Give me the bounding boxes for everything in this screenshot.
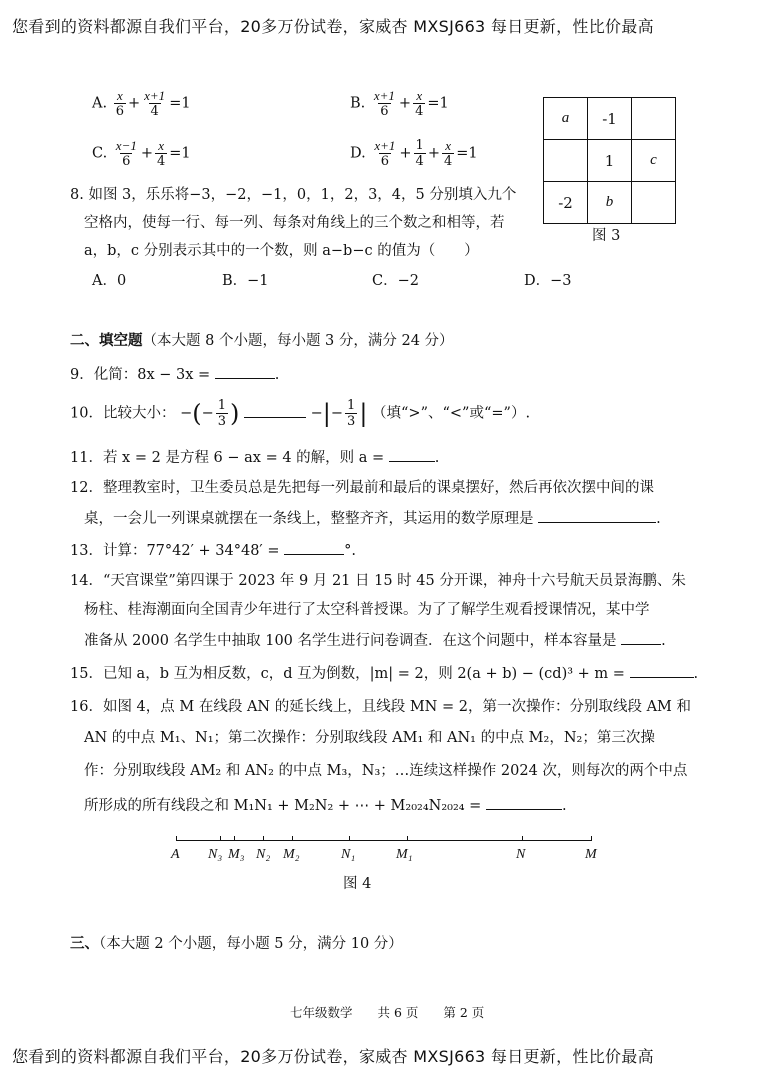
grid-cell <box>632 98 676 140</box>
top-banner: 您看到的资料都源自我们平台，20多万份试卷，家威杏 MXSJ663 每日更新，性比价最高 <box>12 17 654 36</box>
q8-line3: a，b，c 分别表示其中的一个数，则 a−b−c 的值为（ ） <box>84 243 479 259</box>
grid-cell: b <box>588 182 632 224</box>
section2-heading: 二、填空题（本大题 8 个小题，每小题 3 分，满分 24 分） <box>70 332 454 349</box>
q9: 9．化简：8x − 3x = . <box>70 363 279 385</box>
q14-line1: 14．“天宫课堂”第四课于 2023 年 9 月 21 日 15 时 45 分开课，神舟十六号航天员景海鹏、朱 <box>70 573 686 589</box>
point-label-n1: N₁ <box>341 847 356 862</box>
answer-blank[interactable] <box>538 507 656 523</box>
tick-mark <box>591 836 592 841</box>
point-label-n3: N₃ <box>208 847 223 862</box>
q8-option-c: C．−2 <box>372 273 419 289</box>
point-label-m1: M₁ <box>396 847 413 862</box>
tick-mark <box>349 836 350 841</box>
tick-mark <box>263 836 264 841</box>
point-label-n: N <box>516 847 526 862</box>
q8-option-d: D．−3 <box>524 273 572 289</box>
page-footer: 七年级数学 共 6 页 第 2 页 <box>290 1005 485 1020</box>
answer-blank[interactable] <box>215 363 275 379</box>
q8-line1: 8. 如图 3，乐乐将−3，−2，−1，0，1，2，3，4，5 分别填入九个 <box>70 187 517 203</box>
tick-mark <box>522 836 523 841</box>
q7-option-c: C. $\frac{x-1}{6}$ + $\frac{x}{4}$ =1 <box>92 138 191 169</box>
answer-blank[interactable] <box>621 629 661 645</box>
q8-option-a: A．0 <box>92 273 127 289</box>
figure3-caption: 图 3 <box>592 228 621 244</box>
tick-mark <box>234 836 235 841</box>
figure4-caption: 图 4 <box>343 876 372 892</box>
point-label-m3: M₃ <box>228 847 245 862</box>
q13: 13．计算：77°42′ + 34°48′ = °. <box>70 539 356 561</box>
grid-cell: -2 <box>544 182 588 224</box>
q7-option-d: D. $\frac{x+1}{6}$ + $\frac{1}{4}$ + $\frac{x}{4}$ =1 <box>350 138 478 169</box>
q16-line1: 16．如图 4，点 M 在线段 AN 的延长线上，且线段 MN = 2，第一次操作：分别取线段 AM 和 <box>70 699 691 715</box>
q14-line3: 准备从 2000 名学生中抽取 100 名学生进行问卷调查．在这个问题中，样本容量是 . <box>84 629 666 651</box>
q16-line2: AN 的中点 M₁、N₁；第二次操作：分别取线段 AM₁ 和 AN₁ 的中点 M₂，N₂；第三次操 <box>84 730 655 746</box>
answer-blank[interactable] <box>389 446 435 462</box>
grid-cell <box>632 182 676 224</box>
q12-line1: 12．整理教室时，卫生委员总是先把每一列最前和最后的课桌摆好，然后再依次摆中间的课 <box>70 480 654 496</box>
tick-mark <box>176 836 177 841</box>
grid-cell: c <box>632 140 676 182</box>
q15: 15．已知 a，b 互为相反数，c，d 互为倒数，|m| = 2，则 2(a + b) − (cd)³ + m = . <box>70 662 698 684</box>
grid-cell <box>544 140 588 182</box>
grid-cell: 1 <box>588 140 632 182</box>
q10: 10．比较大小： −(− $\frac{1}{3}$ ) −|− $\frac{1}{3}$ | （填“>”、“<”或“=”）. <box>70 398 531 429</box>
q11: 11．若 x = 2 是方程 6 − ax = 4 的解，则 a = . <box>70 446 439 468</box>
answer-blank[interactable] <box>486 794 562 810</box>
grid-cell: a <box>544 98 588 140</box>
q8-line2: 空格内，使每一行、每一列、每条对角线上的三个数之和相等，若 <box>84 215 505 231</box>
answer-blank[interactable] <box>630 662 694 678</box>
q12-line2: 桌，一会儿一列课桌就摆在一条线上，整整齐齐，其运用的数学原理是 . <box>84 507 661 529</box>
tick-mark <box>292 836 293 841</box>
q7-option-a: A. $\frac{x}{6}$ + $\frac{x+1}{4}$ =1 <box>92 88 191 119</box>
point-label-a: A <box>171 847 180 862</box>
q7-option-b: B. $\frac{x+1}{6}$ + $\frac{x}{4}$ =1 <box>350 88 449 119</box>
q8-option-b: B．−1 <box>222 273 269 289</box>
q16-line4: 所形成的所有线段之和 M₁N₁ + M₂N₂ + ⋯ + M₂₀₂₄N₂₀₂₄ = . <box>84 794 567 816</box>
bottom-banner: 您看到的资料都源自我们平台，20多万份试卷，家威杏 MXSJ663 每日更新，性比价最高 <box>12 1047 654 1066</box>
grid-cell: -1 <box>588 98 632 140</box>
q14-line2: 杨柱、桂海潮面向全国青少年进行了太空科普授课。为了了解学生观看授课情况，某中学 <box>84 602 650 618</box>
section3-heading: 三、（本大题 2 个小题，每小题 5 分，满分 10 分） <box>70 935 403 952</box>
figure3-grid <box>543 97 676 224</box>
tick-mark <box>407 836 408 841</box>
tick-mark <box>220 836 221 841</box>
answer-blank[interactable] <box>244 402 306 418</box>
segment-line <box>176 840 592 841</box>
q16-line3: 作：分别取线段 AM₂ 和 AN₂ 的中点 M₃，N₃；…连续这样操作 2024 次，则每次的两个中点 <box>84 763 688 779</box>
answer-blank[interactable] <box>284 539 344 555</box>
point-label-m: M <box>585 847 597 862</box>
point-label-m2: M₂ <box>283 847 300 862</box>
point-label-n2: N₂ <box>256 847 271 862</box>
